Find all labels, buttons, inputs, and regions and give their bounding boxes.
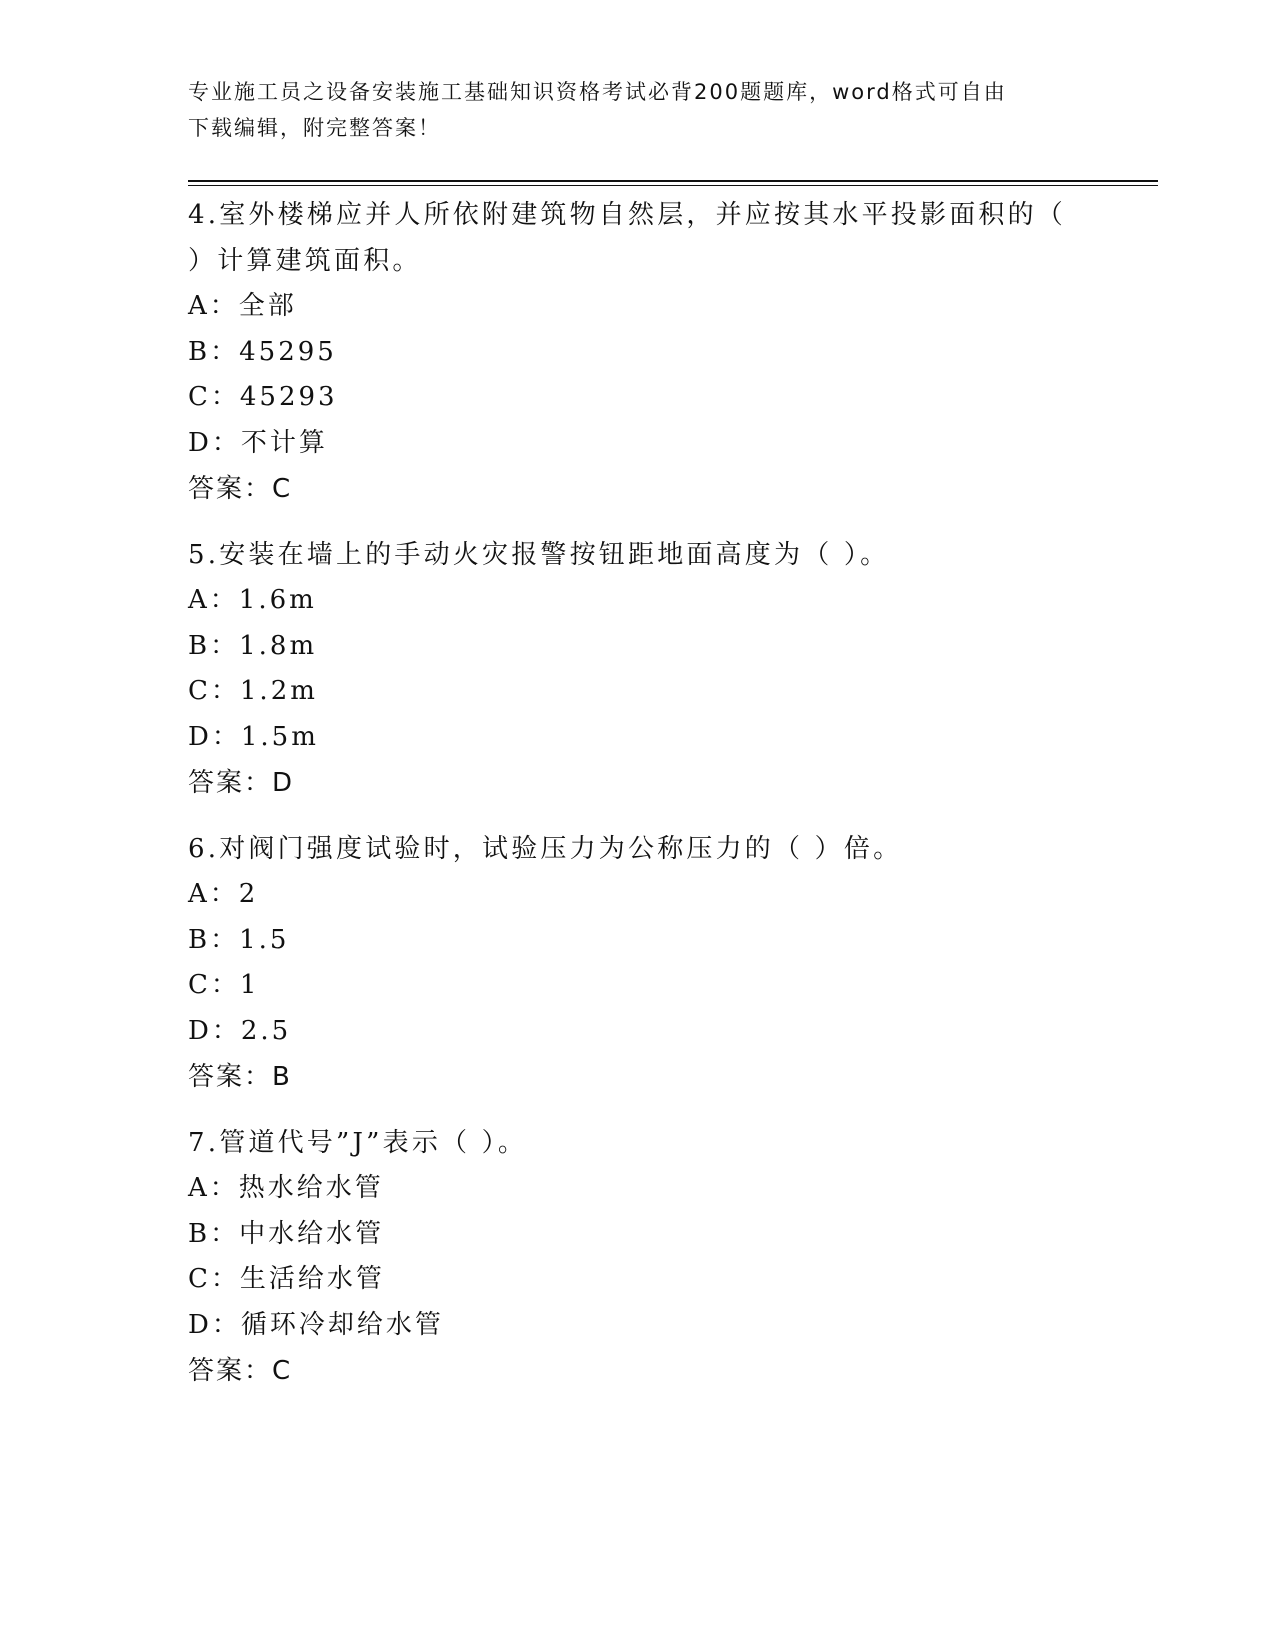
- option-a: A：1.6m: [188, 585, 317, 615]
- header-divider-thin: [188, 185, 1158, 186]
- document-header: [188, 74, 1088, 146]
- header-line-1: 专业施工员之设备安装施工基础知识资格考试必背200题题库，word格式可自由: [188, 80, 1007, 104]
- question-stem: 7.管道代号”J”表示（ ）。: [188, 1128, 528, 1158]
- question-7: [188, 1120, 1088, 1394]
- question-5: [188, 532, 1088, 806]
- option-c: C：45293: [188, 382, 338, 412]
- option-d: D：不计算: [188, 427, 328, 458]
- answer-line: 答案：C: [188, 474, 293, 504]
- option-d: D：2.5: [188, 1015, 292, 1046]
- question-6: [188, 826, 1088, 1100]
- question-stem-continued: ）计算建筑面积。: [188, 246, 422, 276]
- option-d: D：1.5m: [188, 721, 319, 752]
- answer-line: 答案：C: [188, 1356, 293, 1386]
- option-d: D：循环冷却给水管: [188, 1309, 444, 1340]
- option-b: B：1.8m: [188, 630, 318, 661]
- option-a: A：全部: [188, 291, 297, 321]
- option-b: B：1.5: [188, 924, 290, 955]
- answer-line: 答案：B: [188, 1062, 292, 1092]
- option-c: C：生活给水管: [188, 1264, 385, 1294]
- option-b: B：45295: [188, 336, 337, 367]
- question-4: [188, 192, 1088, 512]
- question-stem: 6.对阀门强度试验时，试验压力为公称压力的（ ）倍。: [188, 834, 903, 864]
- option-c: C：1: [188, 970, 260, 1000]
- question-stem: 4.室外楼梯应并人所依附建筑物自然层，并应按其水平投影面积的（: [188, 200, 1067, 230]
- question-list: [188, 192, 1088, 1414]
- option-b: B：中水给水管: [188, 1218, 385, 1249]
- question-stem: 5.安装在墙上的手动火灾报警按钮距地面高度为（ ）。: [188, 540, 890, 570]
- header-divider-thick: [188, 180, 1158, 182]
- option-a: A：2: [188, 879, 259, 909]
- option-c: C：1.2m: [188, 676, 318, 706]
- answer-line: 答案：D: [188, 768, 295, 798]
- option-a: A：热水给水管: [188, 1173, 384, 1203]
- header-line-2: 下载编辑，附完整答案！: [188, 116, 441, 140]
